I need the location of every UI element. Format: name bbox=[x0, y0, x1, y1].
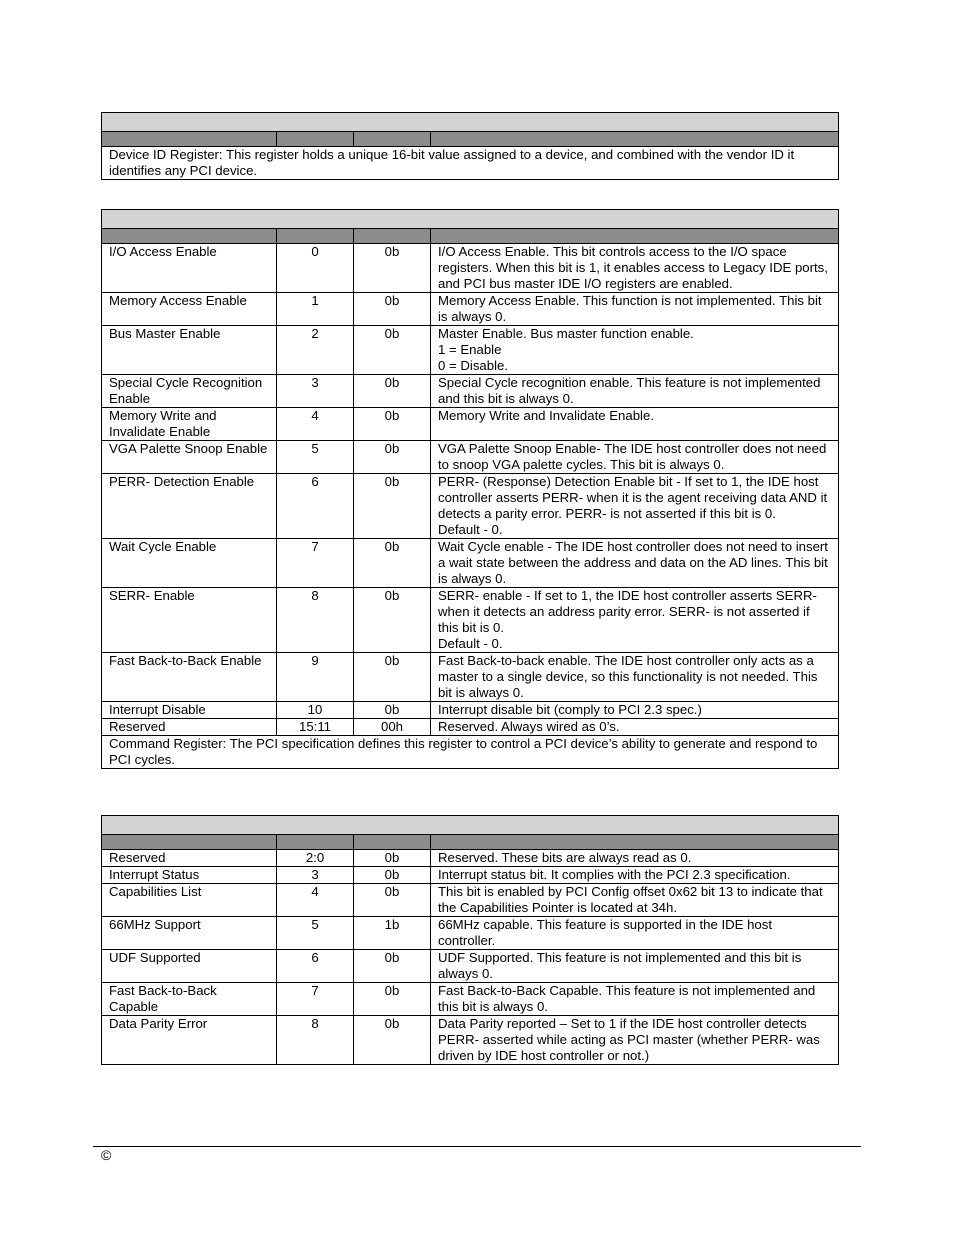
description-cell: Memory Write and Invalidate Enable. bbox=[431, 408, 839, 441]
command-register-note: Command Register: The PCI specification defines this register to control a PCI device’s ability to generate and respond to PCI cycles. bbox=[102, 736, 839, 769]
description-cell: I/O Access Enable. This bit controls access to the I/O space registers. When this bit is 1, it enables access to Legacy IDE ports, and PCI bus master IDE I/O registers are enabled. bbox=[431, 244, 839, 293]
bits-cell: 3 bbox=[277, 867, 354, 884]
default-value-cell: 0b bbox=[354, 653, 431, 702]
default-value-cell: 0b bbox=[354, 293, 431, 326]
description-cell: Memory Access Enable. This function is not implemented. This bit is always 0. bbox=[431, 293, 839, 326]
table-title-bar bbox=[102, 210, 839, 229]
device-id-register-table bbox=[101, 112, 839, 180]
bits-cell: 2:0 bbox=[277, 850, 354, 867]
field-name-cell: 66MHz Support bbox=[102, 917, 277, 950]
bits-cell: 6 bbox=[277, 474, 354, 539]
field-name-cell: SERR- Enable bbox=[102, 588, 277, 653]
device-id-note: Device ID Register: This register holds a unique 16-bit value assigned to a device, and combined with the vendor ID it identifies any PCI device. bbox=[102, 147, 839, 180]
table-title-bar bbox=[102, 816, 839, 835]
table-title-bar bbox=[102, 113, 839, 132]
bits-cell: 7 bbox=[277, 539, 354, 588]
default-value-cell: 0b bbox=[354, 408, 431, 441]
description-cell: 66MHz capable. This feature is supported in the IDE host controller. bbox=[431, 917, 839, 950]
field-name-cell: Reserved bbox=[102, 850, 277, 867]
description-cell: Reserved. These bits are always read as 0. bbox=[431, 850, 839, 867]
bits-cell: 4 bbox=[277, 408, 354, 441]
bits-cell: 1 bbox=[277, 293, 354, 326]
command-register-rows bbox=[102, 244, 839, 736]
default-value-cell: 0b bbox=[354, 588, 431, 653]
table-row bbox=[102, 850, 839, 867]
default-value-cell: 0b bbox=[354, 983, 431, 1016]
description-cell: Master Enable. Bus master function enable. 1 = Enable 0 = Disable. bbox=[431, 326, 839, 375]
description-cell: PERR- (Response) Detection Enable bit - If set to 1, the IDE host controller asserts PERR- when it is the agent receiving data AND it detects a parity error. PERR- is not asserted if this bit is 0. Default - 0. bbox=[431, 474, 839, 539]
description-cell: UDF Supported. This feature is not implemented and this bit is always 0. bbox=[431, 950, 839, 983]
field-name-cell: Memory Write and Invalidate Enable bbox=[102, 408, 277, 441]
table-row bbox=[102, 653, 839, 702]
table-row bbox=[102, 474, 839, 539]
table-row bbox=[102, 375, 839, 408]
field-name-cell: Fast Back-to-Back Capable bbox=[102, 983, 277, 1016]
table-header-row bbox=[102, 132, 839, 147]
default-value-cell: 0b bbox=[354, 441, 431, 474]
footer-divider bbox=[93, 1146, 861, 1147]
default-value-cell: 0b bbox=[354, 375, 431, 408]
bits-cell: 7 bbox=[277, 983, 354, 1016]
table-row bbox=[102, 1016, 839, 1065]
bits-cell: 9 bbox=[277, 653, 354, 702]
table-header-row bbox=[102, 835, 839, 850]
default-value-cell: 0b bbox=[354, 474, 431, 539]
status-register-table bbox=[101, 815, 839, 1065]
table-row bbox=[102, 588, 839, 653]
command-register-table bbox=[101, 209, 839, 769]
description-cell: SERR- enable - If set to 1, the IDE host controller asserts SERR- when it detects an address parity error. SERR- is not asserted if this bit is 0. Default - 0. bbox=[431, 588, 839, 653]
status-register-rows bbox=[102, 850, 839, 1065]
bits-cell: 2 bbox=[277, 326, 354, 375]
description-cell: Wait Cycle enable - The IDE host controller does not need to insert a wait state between the address and data on the AD lines. This bit is always 0. bbox=[431, 539, 839, 588]
field-name-cell: VGA Palette Snoop Enable bbox=[102, 441, 277, 474]
table-note-row bbox=[102, 736, 839, 769]
description-cell: This bit is enabled by PCI Config offset 0x62 bit 13 to indicate that the Capabilities Pointer is located at 34h. bbox=[431, 884, 839, 917]
description-cell: Fast Back-to-Back Capable. This feature is not implemented and this bit is always 0. bbox=[431, 983, 839, 1016]
field-name-cell: PERR- Detection Enable bbox=[102, 474, 277, 539]
bits-cell: 3 bbox=[277, 375, 354, 408]
field-name-cell: Wait Cycle Enable bbox=[102, 539, 277, 588]
field-name-cell: I/O Access Enable bbox=[102, 244, 277, 293]
default-value-cell: 1b bbox=[354, 917, 431, 950]
description-cell: Special Cycle recognition enable. This feature is not implemented and this bit is always 0. bbox=[431, 375, 839, 408]
table-row bbox=[102, 539, 839, 588]
default-value-cell: 0b bbox=[354, 539, 431, 588]
table-note-row bbox=[102, 147, 839, 180]
description-cell: VGA Palette Snoop Enable- The IDE host controller does not need to snoop VGA palette cycles. This bit is always 0. bbox=[431, 441, 839, 474]
table-row bbox=[102, 408, 839, 441]
bits-cell: 5 bbox=[277, 441, 354, 474]
default-value-cell: 0b bbox=[354, 884, 431, 917]
description-cell: Reserved. Always wired as 0’s. bbox=[431, 719, 839, 736]
field-name-cell: Bus Master Enable bbox=[102, 326, 277, 375]
table-row bbox=[102, 441, 839, 474]
description-cell: Fast Back-to-back enable. The IDE host controller only acts as a master to a single device, so this functionality is not needed. This bit is always 0. bbox=[431, 653, 839, 702]
field-name-cell: Data Parity Error bbox=[102, 1016, 277, 1065]
field-name-cell: Fast Back-to-Back Enable bbox=[102, 653, 277, 702]
default-value-cell: 0b bbox=[354, 702, 431, 719]
bits-cell: 8 bbox=[277, 1016, 354, 1065]
default-value-cell: 0b bbox=[354, 950, 431, 983]
default-value-cell: 0b bbox=[354, 1016, 431, 1065]
field-name-cell: Interrupt Status bbox=[102, 867, 277, 884]
table-row bbox=[102, 884, 839, 917]
field-name-cell: Reserved bbox=[102, 719, 277, 736]
default-value-cell: 0b bbox=[354, 867, 431, 884]
table-row bbox=[102, 867, 839, 884]
description-cell: Interrupt status bit. It complies with the PCI 2.3 specification. bbox=[431, 867, 839, 884]
field-name-cell: Memory Access Enable bbox=[102, 293, 277, 326]
bits-cell: 8 bbox=[277, 588, 354, 653]
field-name-cell: Capabilities List bbox=[102, 884, 277, 917]
bits-cell: 6 bbox=[277, 950, 354, 983]
field-name-cell: UDF Supported bbox=[102, 950, 277, 983]
bits-cell: 10 bbox=[277, 702, 354, 719]
table-row bbox=[102, 983, 839, 1016]
bits-cell: 15:11 bbox=[277, 719, 354, 736]
bits-cell: 0 bbox=[277, 244, 354, 293]
description-cell: Data Parity reported – Set to 1 if the IDE host controller detects PERR- asserted while acting as PCI master (whether PERR- was driven by IDE host controller or not.) bbox=[431, 1016, 839, 1065]
table-header-row bbox=[102, 229, 839, 244]
table-row bbox=[102, 326, 839, 375]
table-row bbox=[102, 950, 839, 983]
table-row bbox=[102, 702, 839, 719]
default-value-cell: 0b bbox=[354, 850, 431, 867]
default-value-cell: 0b bbox=[354, 244, 431, 293]
field-name-cell: Special Cycle Recognition Enable bbox=[102, 375, 277, 408]
table-row bbox=[102, 917, 839, 950]
description-cell: Interrupt disable bit (comply to PCI 2.3 spec.) bbox=[431, 702, 839, 719]
table-row bbox=[102, 293, 839, 326]
table-row bbox=[102, 244, 839, 293]
default-value-cell: 00h bbox=[354, 719, 431, 736]
field-name-cell: Interrupt Disable bbox=[102, 702, 277, 719]
bits-cell: 4 bbox=[277, 884, 354, 917]
default-value-cell: 0b bbox=[354, 326, 431, 375]
bits-cell: 5 bbox=[277, 917, 354, 950]
copyright-symbol: © bbox=[101, 1147, 112, 1163]
table-row bbox=[102, 719, 839, 736]
